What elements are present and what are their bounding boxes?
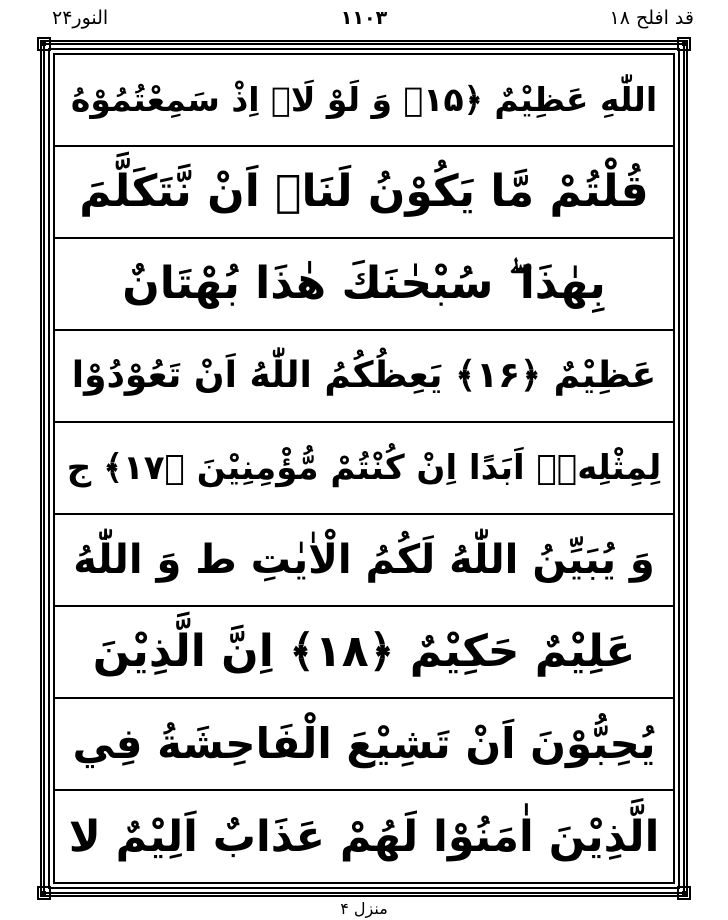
line-text: يُحِبُّوْنَ اَنْ تَشِيْعَ الْفَاحِشَةُ فِي bbox=[72, 719, 656, 768]
text-line bbox=[55, 55, 673, 147]
corner-ornament-icon bbox=[676, 36, 692, 52]
manzil-label: منزل ۴ bbox=[340, 899, 388, 918]
line-text: وَ يُبَيِّنُ اللّٰهُ لَكُمُ الْاٰيٰتِ ط وَ اللّٰهُ bbox=[73, 537, 655, 583]
text-line bbox=[55, 515, 673, 607]
line-text: اللّٰهِ عَظِيْمٌ ﴿۱۵﴾ وَ لَوْ لَاۤ اِذْ سَمِعْتُمُوْهُ bbox=[70, 80, 658, 119]
line-text: لِمِثْلِهٖۤ اَبَدًا اِنْ كُنْتُمْ مُّؤْمِنِيْنَ ﴿۱۷﴾ ج bbox=[66, 448, 662, 488]
page-number: ۱۱۰۳ bbox=[340, 7, 388, 29]
text-line bbox=[55, 699, 673, 791]
text-line bbox=[55, 331, 673, 423]
line-text: الَّذِيْنَ اٰمَنُوْا لَهُمْ عَذَابٌ اَلِيْمٌ لا bbox=[68, 811, 660, 862]
corner-ornament-icon bbox=[36, 36, 52, 52]
line-text: عَلِيْمٌ حَكِيْمٌ ﴿۱۸﴾ اِنَّ الَّذِيْنَ bbox=[92, 626, 636, 677]
text-line bbox=[55, 423, 673, 515]
text-line bbox=[55, 147, 673, 239]
line-text: عَظِيْمٌ ﴿۱۶﴾ يَعِظُكُمُ اللّٰهُ اَنْ تَعُوْدُوْا bbox=[71, 355, 657, 396]
surah-name-header: النور۲۴ bbox=[52, 7, 109, 29]
page-header bbox=[0, 0, 728, 40]
line-text: بِهٰذَا ۖ سُبْحٰنَكَ هٰذَا بُهْتَانٌ bbox=[122, 258, 606, 309]
text-line bbox=[55, 791, 673, 882]
text-line bbox=[55, 607, 673, 699]
juz-name-header: قد افلح ۱۸ bbox=[609, 7, 694, 29]
text-line bbox=[55, 239, 673, 331]
page-footer bbox=[0, 898, 728, 920]
line-text: قُلْتُمْ مَّا يَكُوْنُ لَنَاۤ اَنْ نَّتَكَلَّمَ bbox=[79, 166, 649, 217]
